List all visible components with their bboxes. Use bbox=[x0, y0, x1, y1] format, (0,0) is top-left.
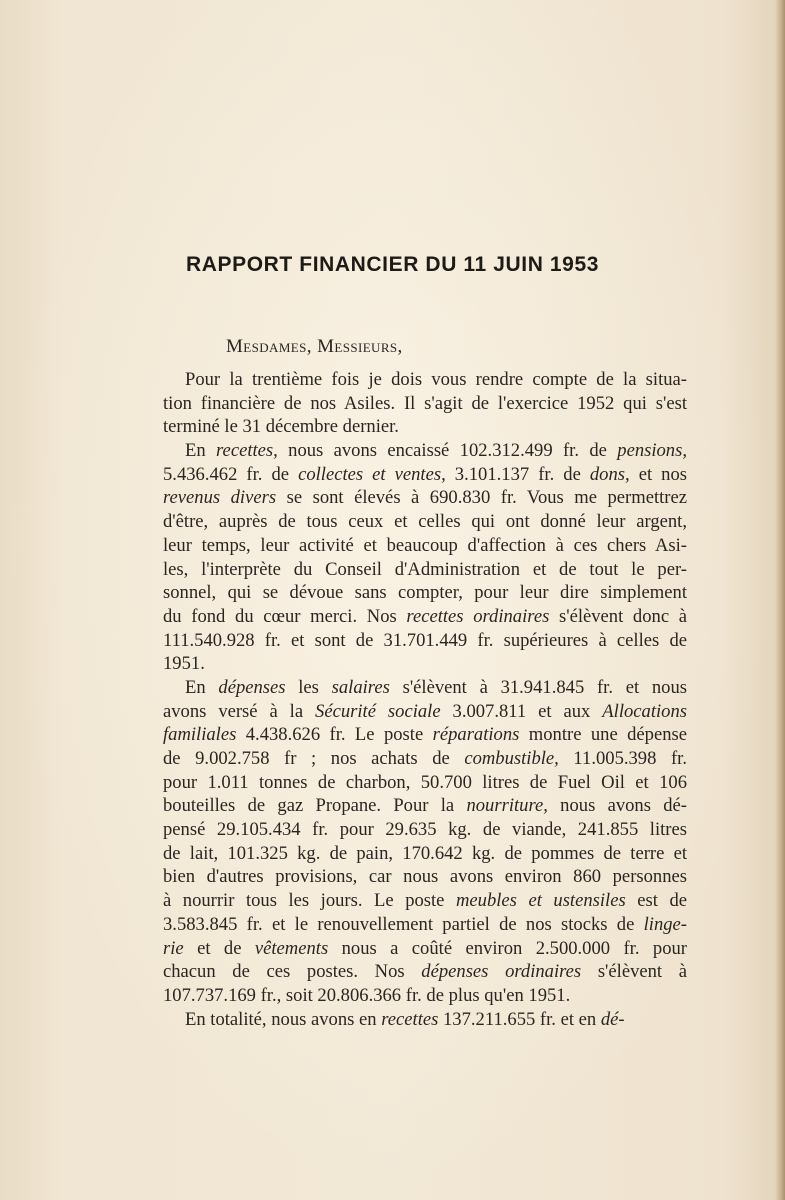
text-line bbox=[163, 913, 687, 937]
text-segment: 5.436.462 fr. de bbox=[163, 463, 299, 485]
text-segment: et nos bbox=[629, 463, 687, 485]
text-segment: Pour la trentième fois je dois vous rendre compte de la situa- bbox=[185, 369, 687, 390]
italic-text: vêtements bbox=[254, 937, 329, 959]
text-segment: 107.737.169 fr., soit 20.806.366 fr. de plus qu'en 1951. bbox=[163, 984, 571, 1006]
italic-text: dépenses bbox=[218, 676, 286, 698]
text-line bbox=[163, 984, 687, 1008]
text-line bbox=[163, 486, 687, 510]
text-line bbox=[163, 818, 687, 842]
text-segment: s'élèvent à 31.941.845 fr. et nous bbox=[389, 676, 687, 698]
text-line bbox=[163, 842, 687, 866]
text-segment: nous avons encaissé 102.312.499 fr. de bbox=[277, 440, 618, 462]
text-line bbox=[163, 415, 687, 439]
italic-text: Allocations bbox=[602, 700, 687, 722]
italic-text: dé- bbox=[600, 1008, 625, 1030]
text-segment: se sont élevés à 690.830 fr. Vous me permettrez bbox=[276, 487, 687, 509]
text-line bbox=[163, 629, 687, 653]
italic-text: rie bbox=[163, 937, 184, 959]
text-line bbox=[163, 558, 687, 582]
text-segment: montre une dépense bbox=[519, 724, 687, 746]
text-segment: est de bbox=[625, 890, 687, 912]
text-line bbox=[163, 581, 687, 605]
text-segment: de lait, 101.325 kg. de pain, 170.642 kg. de pommes de terre et bbox=[163, 842, 687, 864]
text-segment: 1951. bbox=[163, 653, 205, 675]
text-segment: En bbox=[185, 676, 219, 698]
text-segment: avons versé à la bbox=[163, 700, 316, 722]
text-segment: 11.005.398 fr. bbox=[558, 748, 687, 769]
italic-text: linge- bbox=[643, 913, 687, 935]
text-segment: de 9.002.758 fr ; nos achats de bbox=[163, 748, 465, 769]
text-line bbox=[163, 889, 687, 913]
text-line bbox=[163, 368, 687, 392]
text-segment: nous a coûté environ 2.500.000 fr. pour bbox=[328, 937, 687, 959]
text-segment: s'élèvent donc à bbox=[549, 605, 687, 627]
text-segment: leur temps, leur activité et beaucoup d'affection à ces chers Asi- bbox=[163, 534, 687, 556]
text-segment: s'élèvent à bbox=[581, 961, 687, 983]
text-segment: les bbox=[285, 676, 332, 698]
text-segment: pensé 29.105.434 fr. pour 29.635 kg. de viande, 241.855 litres bbox=[163, 819, 687, 841]
text-line bbox=[163, 534, 687, 558]
italic-text: Sécurité sociale bbox=[315, 700, 441, 722]
text-segment: 3.583.845 fr. et le renouvellement partiel de nos stocks de bbox=[163, 913, 644, 935]
text-segment: bien d'autres provisions, car nous avons environ 860 personnes bbox=[163, 866, 687, 888]
text-line bbox=[163, 723, 687, 747]
text-line bbox=[163, 439, 687, 463]
text-segment: 3.101.137 fr. de bbox=[445, 463, 590, 485]
italic-text: pensions, bbox=[617, 440, 687, 462]
italic-text: recettes ordinaires bbox=[406, 605, 550, 627]
text-segment: d'être, auprès de tous ceux et celles qui ont donné leur argent, bbox=[163, 511, 687, 533]
text-line bbox=[163, 747, 687, 771]
salutation: Mesdames, Messieurs, bbox=[226, 336, 403, 357]
text-segment: les, l'interprète du Conseil d'Administration et de tout le per- bbox=[163, 558, 687, 580]
text-segment: sonnel, qui se dévoue sans compter, pour leur dire simplement bbox=[163, 582, 687, 604]
text-line bbox=[163, 1008, 687, 1032]
text-segment: tion financière de nos Asiles. Il s'agit de l'exercice 1952 qui s'est bbox=[163, 392, 687, 414]
text-segment: et de bbox=[183, 937, 255, 959]
text-line bbox=[163, 771, 687, 795]
italic-text: meubles et ustensiles bbox=[455, 890, 626, 912]
italic-text: revenus divers bbox=[163, 487, 277, 509]
text-segment: bouteilles de gaz Propane. Pour la bbox=[163, 795, 467, 817]
text-line bbox=[163, 392, 687, 416]
italic-text: dépenses ordinaires bbox=[421, 961, 582, 983]
text-line bbox=[163, 510, 687, 534]
text-segment: En totalité, nous avons en bbox=[185, 1008, 382, 1030]
text-segment: à nourrir tous les jours. Le poste bbox=[163, 890, 456, 912]
text-segment: pour 1.011 tonnes de charbon, 50.700 litres de Fuel Oil et 106 bbox=[163, 771, 687, 793]
text-line bbox=[163, 865, 687, 889]
text-segment: du fond du cœur merci. Nos bbox=[163, 605, 407, 627]
text-segment: 4.438.626 fr. Le poste bbox=[236, 724, 433, 746]
italic-text: familiales bbox=[163, 724, 237, 746]
page-edge-shadow bbox=[775, 0, 785, 1200]
text-line bbox=[163, 463, 687, 487]
text-line bbox=[163, 794, 687, 818]
italic-text: combustible, bbox=[464, 748, 559, 769]
italic-text: salaires bbox=[331, 676, 390, 698]
text-line bbox=[163, 960, 687, 984]
italic-text: recettes, bbox=[216, 440, 278, 462]
text-line bbox=[163, 676, 687, 700]
report-title: RAPPORT FINANCIER DU 11 JUIN 1953 bbox=[185, 253, 600, 276]
italic-text: nourriture, bbox=[466, 795, 548, 817]
italic-text: dons, bbox=[589, 463, 630, 485]
italic-text: réparations bbox=[432, 724, 520, 746]
text-segment: 111.540.928 fr. et sont de 31.701.449 fr. supérieures à celles de bbox=[163, 629, 687, 651]
report-body bbox=[163, 368, 687, 1031]
text-line bbox=[163, 700, 687, 724]
text-segment: chacun de ces postes. Nos bbox=[163, 961, 422, 983]
text-segment: 3.007.811 et aux bbox=[440, 700, 603, 722]
text-line bbox=[163, 605, 687, 629]
text-segment: terminé le 31 décembre dernier. bbox=[163, 416, 399, 438]
text-segment: En bbox=[185, 440, 217, 462]
italic-text: collectes et ventes, bbox=[298, 463, 446, 485]
italic-text: recettes bbox=[381, 1008, 439, 1030]
text-segment: nous avons dé- bbox=[547, 795, 687, 817]
text-line bbox=[163, 937, 687, 961]
text-segment: 137.211.655 fr. et en bbox=[438, 1008, 601, 1030]
text-line bbox=[163, 652, 687, 676]
